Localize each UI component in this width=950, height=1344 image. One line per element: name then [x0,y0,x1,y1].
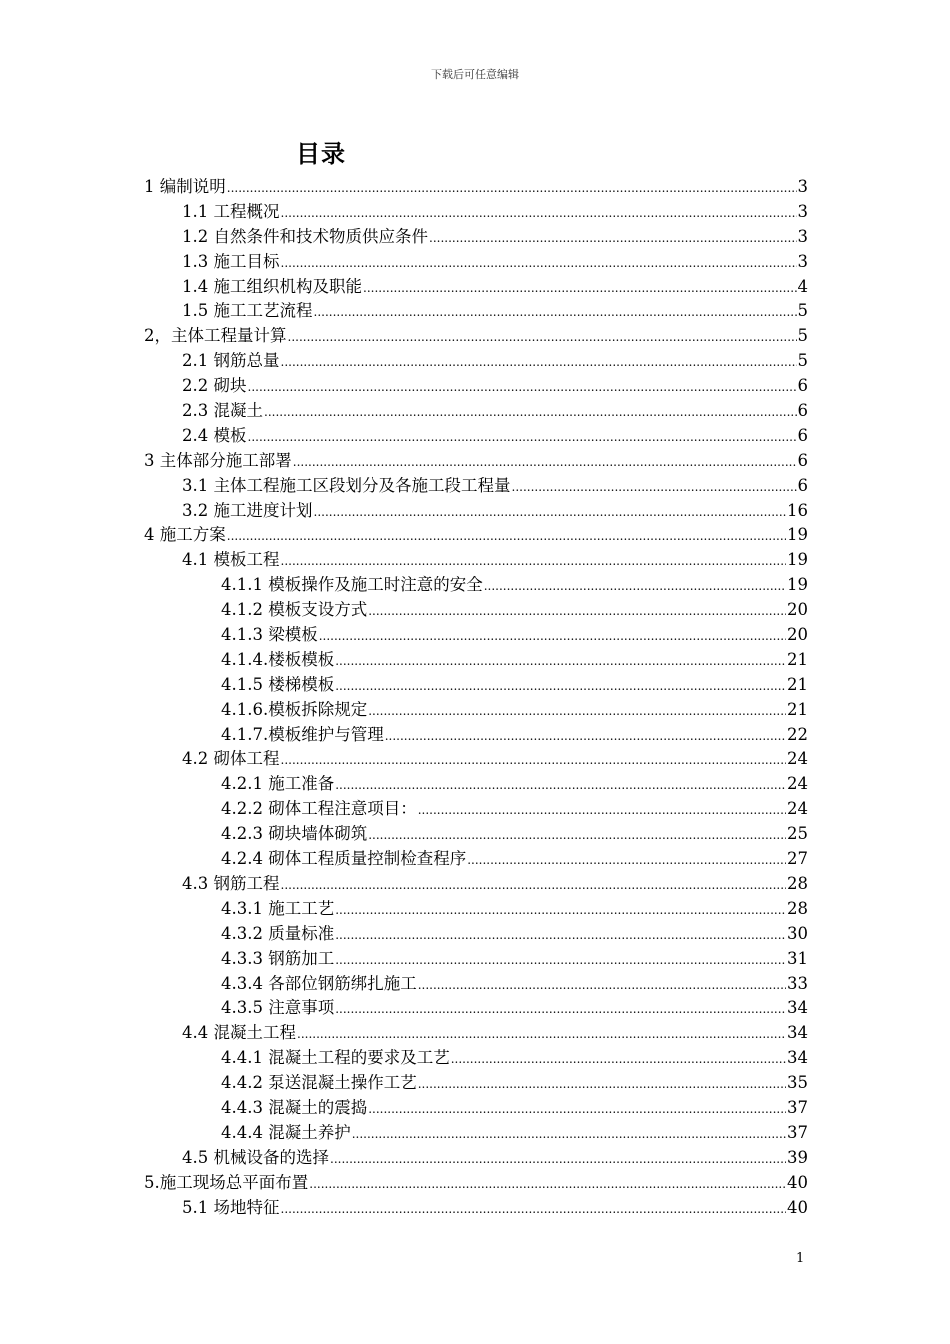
toc-leader-dots [512,475,797,500]
toc-entry-text: 4.4.2 泵送混凝土操作工艺 [221,1073,417,1093]
toc-entry-text: 4.2.4 砌体工程质量控制检查程序 [221,849,467,869]
toc-entry-text: 4.1.5 楼梯模板 [221,674,335,694]
toc-entry-page: 19 [787,550,808,570]
toc-entry-text: 2，主体工程量计算 [144,326,287,346]
toc-leader-dots [335,773,786,798]
toc-entry-text: 3.1 主体工程施工区段划分及各施工段工程量 [182,475,511,495]
toc-entry[interactable] [144,499,808,524]
toc-leader-dots [281,1197,787,1222]
toc-leader-dots [467,848,786,873]
toc-leader-dots [248,425,797,450]
toc-entry-page: 6 [797,450,808,470]
toc-entry-text: 4.1.6.模板拆除规定 [221,699,368,719]
toc-entry[interactable] [144,822,808,847]
toc-entry[interactable] [144,598,808,623]
toc-entry[interactable] [144,623,808,648]
toc-entry[interactable] [144,175,808,200]
toc-entry-page: 27 [787,849,808,869]
toc-leader-dots [418,1072,786,1097]
toc-entry-text: 4.1.3 梁模板 [221,625,318,645]
toc-leader-dots [335,997,786,1022]
toc-entry[interactable] [144,474,808,499]
toc-leader-dots [418,973,786,998]
header-note: 下载后可任意编辑 [431,68,519,81]
toc-leader-dots [363,276,797,301]
toc-entry-text: 1.3 施工目标 [182,251,280,271]
toc-entry-page: 31 [787,948,808,968]
toc-entry[interactable] [144,449,808,474]
toc-entry-page: 3 [797,201,808,221]
toc-entry-page: 34 [787,1023,808,1043]
toc-entry-text: 3 主体部分施工部署 [144,450,292,470]
toc-entry-text: 2.4 模板 [182,425,247,445]
toc-entry[interactable] [144,1196,808,1221]
toc-leader-dots [451,1047,786,1072]
toc-entry[interactable] [144,1096,808,1121]
toc-leader-dots [335,923,786,948]
toc-entry[interactable] [144,648,808,673]
toc-leader-dots [368,599,786,624]
toc-leader-dots [385,724,786,749]
toc-entry-text: 4.3.5 注意事项 [221,998,335,1018]
toc-entry-text: 4.3.2 质量标准 [221,923,335,943]
toc-leader-dots [418,798,786,823]
toc-entry-page: 35 [787,1073,808,1093]
toc-entry[interactable] [144,1071,808,1096]
toc-entry[interactable] [144,747,808,772]
toc-entry-text: 5.施工现场总平面布置 [144,1172,309,1192]
toc-entry[interactable] [144,673,808,698]
toc-leader-dots [335,898,786,923]
toc-entry[interactable] [144,996,808,1021]
toc-leader-dots [227,176,797,201]
toc-entry[interactable] [144,573,808,598]
toc-entry-page: 24 [787,749,808,769]
toc-entry-page: 37 [787,1097,808,1117]
toc-entry-text: 4.4.3 混凝土的震捣 [221,1097,368,1117]
toc-entry[interactable] [144,299,808,324]
toc-leader-dots [368,1097,786,1122]
toc-entry-text: 4.3.3 钢筋加工 [221,948,335,968]
toc-leader-dots [281,549,787,574]
toc-entry[interactable] [144,424,808,449]
toc-entry-text: 4.1 模板工程 [182,550,280,570]
toc-entry-text: 1.4 施工组织机构及职能 [182,276,362,296]
toc-entry[interactable] [144,797,808,822]
toc-entry-page: 40 [787,1172,808,1192]
toc-entry-text: 5.1 场地特征 [182,1197,280,1217]
toc-entry[interactable] [144,548,808,573]
toc-leader-dots [368,699,786,724]
toc-entry[interactable] [144,1046,808,1071]
toc-entry-page: 30 [787,923,808,943]
toc-entry-page: 37 [787,1122,808,1142]
toc-leader-dots [227,524,786,549]
toc-leader-dots [309,1172,786,1197]
toc-entry[interactable] [144,922,808,947]
toc-entry-text: 4.3.1 施工工艺 [221,898,335,918]
toc-entry-page: 6 [797,425,808,445]
toc-leader-dots [281,350,797,375]
toc-entry-text: 2.2 砌块 [182,376,247,396]
toc-entry[interactable] [144,972,808,997]
toc-entry-text: 4.4.1 混凝土工程的要求及工艺 [221,1048,450,1068]
toc-entry-page: 25 [787,824,808,844]
toc-entry[interactable] [144,872,808,897]
toc-entry-page: 3 [797,177,808,196]
toc-leader-dots [368,823,786,848]
toc-leader-dots [319,624,786,649]
toc-entry[interactable] [144,399,808,424]
toc-entry-page: 3 [797,226,808,246]
toc-entry[interactable] [144,897,808,922]
toc-entry[interactable] [144,847,808,872]
toc-entry-text: 4.4 混凝土工程 [182,1023,296,1043]
toc-leader-dots [248,375,797,400]
toc-entry-page: 5 [797,326,808,346]
toc-entry-text: 4.2 砌体工程 [182,749,280,769]
toc-entry[interactable] [144,698,808,723]
toc-entry-page: 3 [797,251,808,271]
toc-entry[interactable] [144,1171,808,1196]
toc-entry-text: 2.1 钢筋总量 [182,351,280,371]
toc-leader-dots [484,574,786,599]
toc-entry-page: 6 [797,401,808,421]
toc-entry-page: 19 [787,525,808,545]
toc-entry-page: 24 [787,774,808,794]
toc-entry-text: 4 施工方案 [144,525,226,545]
toc-leader-dots [281,873,787,898]
toc-entry-text: 4.2.1 施工准备 [221,774,335,794]
toc-entry-page: 24 [787,799,808,819]
toc-entry-page: 39 [787,1147,808,1167]
toc-entry[interactable] [144,772,808,797]
toc-entry-page: 22 [787,724,808,744]
toc-entry-text: 4.1.1 模板操作及施工时注意的安全 [221,575,483,595]
toc-entry-page: 5 [797,301,808,321]
toc-leader-dots [264,400,797,425]
toc-leader-dots [293,450,797,475]
toc-leader-dots [297,1022,786,1047]
toc-leader-dots [352,1122,786,1147]
toc-entry-page: 40 [787,1197,808,1217]
toc-entry[interactable] [144,1121,808,1146]
toc-entry-page: 19 [787,575,808,595]
toc-leader-dots [335,649,786,674]
toc-leader-dots [288,325,797,350]
toc-entry-page: 6 [797,376,808,396]
toc-leader-dots [314,500,787,525]
toc-leader-dots [281,748,787,773]
toc-entry[interactable] [144,349,808,374]
table-of-contents [144,175,808,1220]
toc-entry-page: 6 [797,475,808,495]
toc-entry[interactable] [144,324,808,349]
toc-entry-page: 34 [787,1048,808,1068]
toc-entry-text: 1.1 工程概况 [182,201,280,221]
toc-entry-text: 4.3 钢筋工程 [182,873,280,893]
toc-entry-page: 33 [787,973,808,993]
toc-entry[interactable] [144,523,808,548]
toc-leader-dots [281,251,797,276]
toc-entry-text: 4.5 机械设备的选择 [182,1147,329,1167]
toc-entry-text: 1 编制说明 [144,177,226,196]
toc-entry-text: 4.1.4.楼板模板 [221,649,335,669]
toc-entry[interactable] [144,1146,808,1171]
toc-leader-dots [314,300,797,325]
toc-entry[interactable] [144,275,808,300]
toc-entry-page: 16 [787,500,808,520]
toc-entry-text: 1.2 自然条件和技术物质供应条件 [182,226,428,246]
toc-entry-page: 4 [797,276,808,296]
toc-entry-text: 1.5 施工工艺流程 [182,301,313,321]
toc-entry-page: 34 [787,998,808,1018]
toc-entry[interactable] [144,723,808,748]
toc-entry-text: 4.1.7.模板维护与管理 [221,724,384,744]
toc-entry-page: 20 [787,600,808,620]
toc-entry-text: 3.2 施工进度计划 [182,500,313,520]
toc-title: 目录 [296,140,346,168]
toc-entry-page: 20 [787,625,808,645]
toc-entry[interactable] [144,225,808,250]
toc-entry-text: 4.4.4 混凝土养护 [221,1122,351,1142]
toc-entry-text: 4.2.2 砌体工程注意项目： [221,799,417,819]
toc-leader-dots [281,201,797,226]
toc-entry-text: 4.3.4 各部位钢筋绑扎施工 [221,973,417,993]
toc-entry-page: 5 [797,351,808,371]
toc-entry-text: 4.2.3 砌块墙体砌筑 [221,824,368,844]
toc-entry-page: 28 [787,898,808,918]
toc-entry-page: 21 [787,699,808,719]
toc-entry[interactable] [144,200,808,225]
toc-entry-page: 21 [787,649,808,669]
toc-entry[interactable] [144,1021,808,1046]
toc-entry[interactable] [144,250,808,275]
toc-entry-page: 21 [787,674,808,694]
toc-leader-dots [335,674,786,699]
toc-entry-text: 4.1.2 模板支设方式 [221,600,368,620]
toc-entry-text: 2.3 混凝土 [182,401,263,421]
toc-leader-dots [330,1147,786,1172]
toc-leader-dots [429,226,797,251]
page-number: 1 [796,1251,805,1266]
toc-entry[interactable] [144,374,808,399]
toc-leader-dots [335,948,786,973]
toc-entry[interactable] [144,947,808,972]
toc-entry-page: 28 [787,873,808,893]
